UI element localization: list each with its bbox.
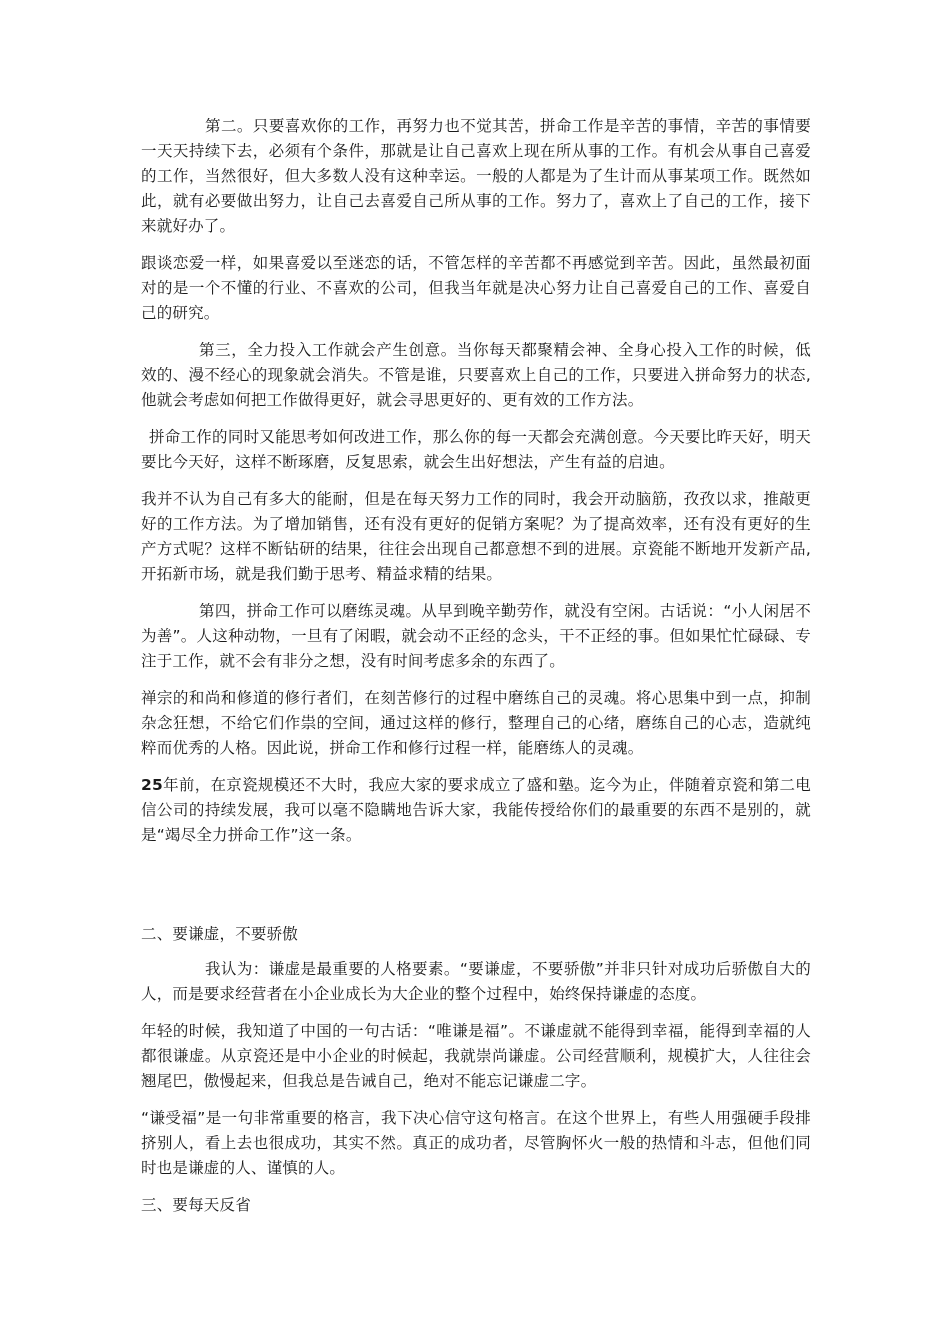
section-heading-reflection: 三、要每天反省 bbox=[141, 1196, 251, 1214]
document-page bbox=[141, 114, 811, 1228]
section-heading-humility: 二、要谦虚，不要骄傲 bbox=[141, 925, 299, 943]
year-number: 25 bbox=[141, 776, 163, 794]
section-gap bbox=[141, 860, 811, 922]
paragraph-humility: 我认为：谦虚是最重要的人格要素。“要谦虚，不要骄傲”并非只针对成功后骄傲自大的人，而是要求经营者在小企业成长为大企业的整个过程中，始终保持谦虚的态度。 bbox=[141, 960, 811, 1003]
paragraph-maxim: “谦受福”是一句非常重要的格言，我下决心信守这句格言。在这个世界上，有些人用强硬手段排挤别人，看上去也很成功，其实不然。真正的成功者，尽管胸怀火一般的热情和斗志，但他们同时也是谦虚的人、谨慎的人。 bbox=[141, 1109, 811, 1177]
paragraph-creativity: 拼命工作的同时又能思考如何改进工作，那么你的每一天都会充满创意。今天要比昨天好，明天要比今天好，这样不断琢磨，反复思索，就会生出好想法，产生有益的启迪。 bbox=[141, 428, 811, 471]
paragraph-seiwajuku bbox=[141, 773, 811, 848]
paragraph-seiwajuku-text: 年前，在京瓷规模还不大时，我应大家的要求成立了盛和塾。迄今为止，伴随着京瓷和第二电信公司的持续发展，我可以毫不隐瞒地告诉大家，我能传授给你们的最重要的东西不是别的，就是“竭尽全力拼命工作”这一条。 bbox=[141, 776, 811, 844]
paragraph-fourth-point: 第四，拼命工作可以磨练灵魂。从早到晚辛勤劳作，就没有空闲。古话说：“小人闲居不为善”。人这种动物，一旦有了闲暇，就会动不正经的念头，干不正经的事。但如果忙忙碌碌、专注于工作，就不会有非分之想，没有时间考虑多余的东西了。 bbox=[141, 602, 811, 670]
paragraph-second-point: 第二。只要喜欢你的工作，再努力也不觉其苦，拼命工作是辛苦的事情，辛苦的事情要一天天持续下去，必须有个条件，那就是让自己喜欢上现在所从事的工作。有机会从事自己喜爱的工作，当然很好，但大多数人没有这种幸运。一般的人都是为了生计而从事某项工作。既然如此，就有必要做出努力，让自己去喜爱自己所从事的工作。努力了，喜欢上了自己的工作，接下来就好办了。 bbox=[141, 117, 811, 235]
paragraph-third-point: 第三，全力投入工作就会产生创意。当你每天都聚精会神、全身心投入工作的时候，低效的、漫不经心的现象就会消失。不管是谁，只要喜欢上自己的工作，只要进入拼命努力的状态,他就会考虑如何把工作做得更好，就会寻思更好的、更有效的工作方法。 bbox=[141, 341, 811, 409]
paragraph-youth: 年轻的时候，我知道了中国的一句古话：“唯谦是福”。不谦虚就不能得到幸福，能得到幸福的人都很谦虚。从京瓷还是中小企业的时候起，我就崇尚谦虚。公司经营顺利，规模扩大，人往往会翘尾巴，傲慢起来，但我总是告诫自己，绝对不能忘记谦虚二字。 bbox=[141, 1022, 811, 1090]
paragraph-zen: 禅宗的和尚和修道的修行者们，在刻苦修行的过程中磨练自己的灵魂。将心思集中到一点，抑制杂念狂想，不给它们作祟的空间，通过这样的修行，整理自己的心绪，磨练自己的心志，造就纯粹而优秀的人格。因此说，拼命工作和修行过程一样，能磨练人的灵魂。 bbox=[141, 689, 811, 757]
paragraph-ability: 我并不认为自己有多大的能耐，但是在每天努力工作的同时，我会开动脑筋，孜孜以求，推敲更好的工作方法。为了增加销售，还有没有更好的促销方案呢？为了提高效率，还有没有更好的生产方式呢？这样不断钻研的结果，往往会出现自己都意想不到的进展。京瓷能不断地开发新产品,开拓新市场，就是我们勤于思考、精益求精的结果。 bbox=[141, 490, 811, 583]
paragraph-love-analogy: 跟谈恋爱一样，如果喜爱以至迷恋的话，不管怎样的辛苦都不再感觉到辛苦。因此，虽然最初面对的是一个不懂的行业、不喜欢的公司，但我当年就是决心努力让自己喜爱自己的工作、喜爱自己的研究。 bbox=[141, 254, 811, 322]
